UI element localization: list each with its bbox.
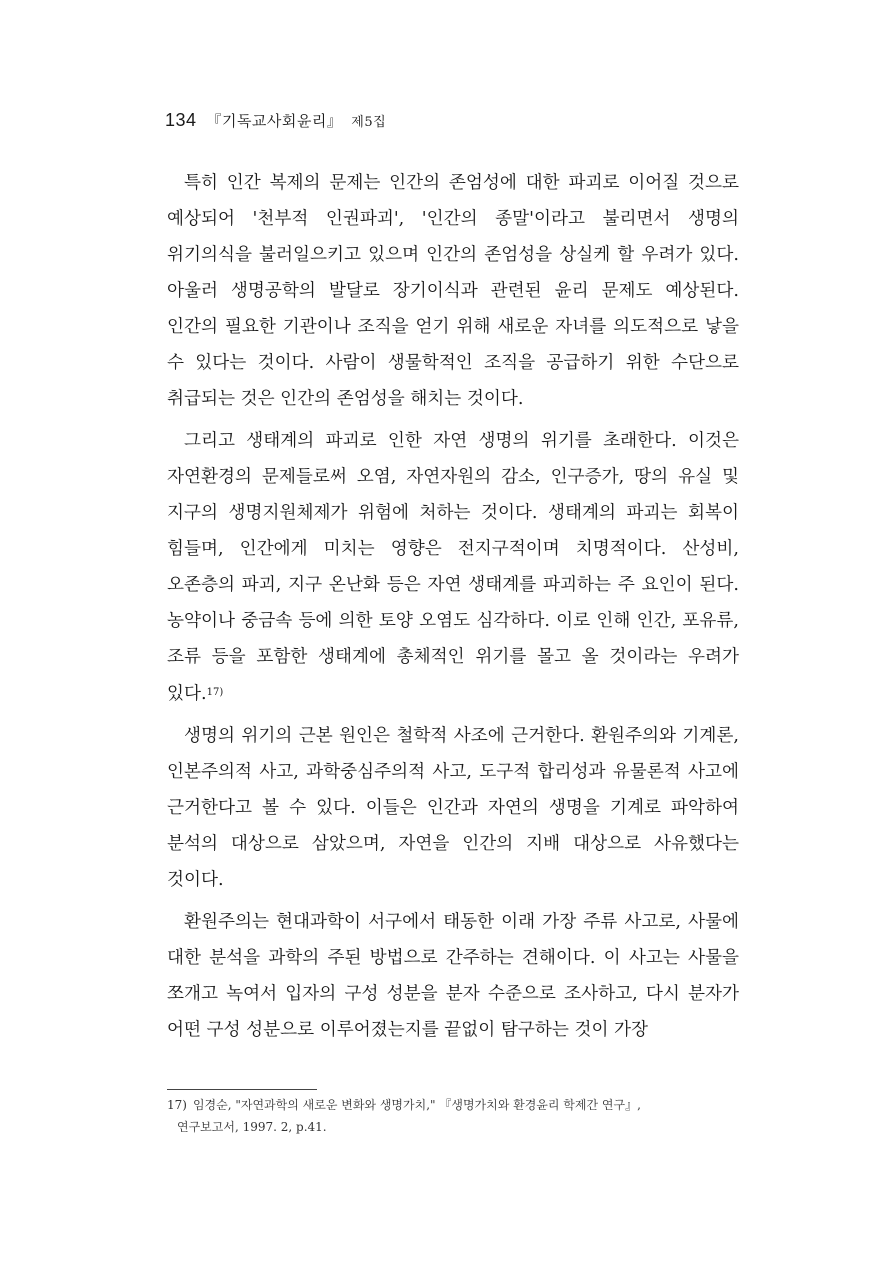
footnote-line-1: 임경순, "자연과학의 새로운 변화와 생명가치," 『생명가치와 환경윤리 학제간 연구』, xyxy=(192,1098,641,1112)
paragraph-4: 환원주의는 현대과학이 서구에서 태동한 이래 가장 주류 사고로, 사물에 대한 분석을 과학의 주된 방법으로 간주하는 견해이다. 이 사고는 사물을 쪼개고 녹여서 입자의 구성 성분을 분자 수준으로 조사하고, 다시 분자가 어떤 구성 성분으로 이루어졌는지를 끝없이 탐구하는 것이 가장 xyxy=(167,912,739,1040)
body-text xyxy=(167,165,739,1054)
footnote-reference: 17) xyxy=(206,687,224,698)
paragraph-1: 특히 인간 복제의 문제는 인간의 존엄성에 대한 파괴로 이어질 것으로 예상되어 '천부적 인권파괴', '인간의 종말'이라고 불리면서 생명의 위기의식을 불러일으키고 있으며 인간의 존엄성을 상실케 할 우려가 있다. 아울러 생명공학의 발달로 장기이식과 관련된 윤리 문제도 예상된다. 인간의 필요한 기관이나 조직을 얻기 위해 새로운 자녀를 의도적으로 낳을 수 있다는 것이다. 사람이 생물학적인 조직을 공급하기 위한 수단으로 취급되는 것은 인간의 존엄성을 해치는 것이다. xyxy=(167,173,739,409)
volume-label: 제5집 xyxy=(351,115,387,130)
running-header xyxy=(165,110,386,131)
paragraph-2-text: 그리고 생태계의 파괴로 인한 자연 생명의 위기를 초래한다. 이것은 자연환경의 문제들로써 오염, 자연자원의 감소, 인구증가, 땅의 유실 및 지구의 생명지원체제가 위험에 처하는 것이다. 생태계의 파괴는 회복이 힘들며, 인간에게 미치는 영향은 전지구적이며 치명적이다. 산성비, 오존층의 파괴, 지구 온난화 등은 자연 생태계를 파괴하는 주 요인이 된다. 농약이나 중금속 등에 의한 토양 오염도 심각하다. 이로 인해 인간, 포유류, 조류 등을 포함한 생태계에 총체적인 위기를 몰고 올 것이라는 우려가 있다. xyxy=(167,431,739,704)
paragraph-2 xyxy=(167,423,739,712)
paragraph-3: 생명의 위기의 근본 원인은 철학적 사조에 근거한다. 환원주의와 기계론, 인본주의적 사고, 과학중심주의적 사고, 도구적 합리성과 유물론적 사고에 근거한다고 볼 수 있다. 이들은 인간과 자연의 생명을 기계로 파악하여 분석의 대상으로 삼았으며, 자연을 인간의 지배 대상으로 사유했다는 것이다. xyxy=(167,726,739,890)
page-number: 134 xyxy=(165,110,197,130)
journal-title: 『기독교사회윤리』 xyxy=(206,112,343,130)
footnote-divider xyxy=(167,1089,317,1090)
footnote-mark: 17) xyxy=(167,1098,187,1112)
footnote xyxy=(167,1094,739,1138)
footnote-line-2: 연구보고서, 1997. 2, p.41. xyxy=(177,1120,327,1134)
